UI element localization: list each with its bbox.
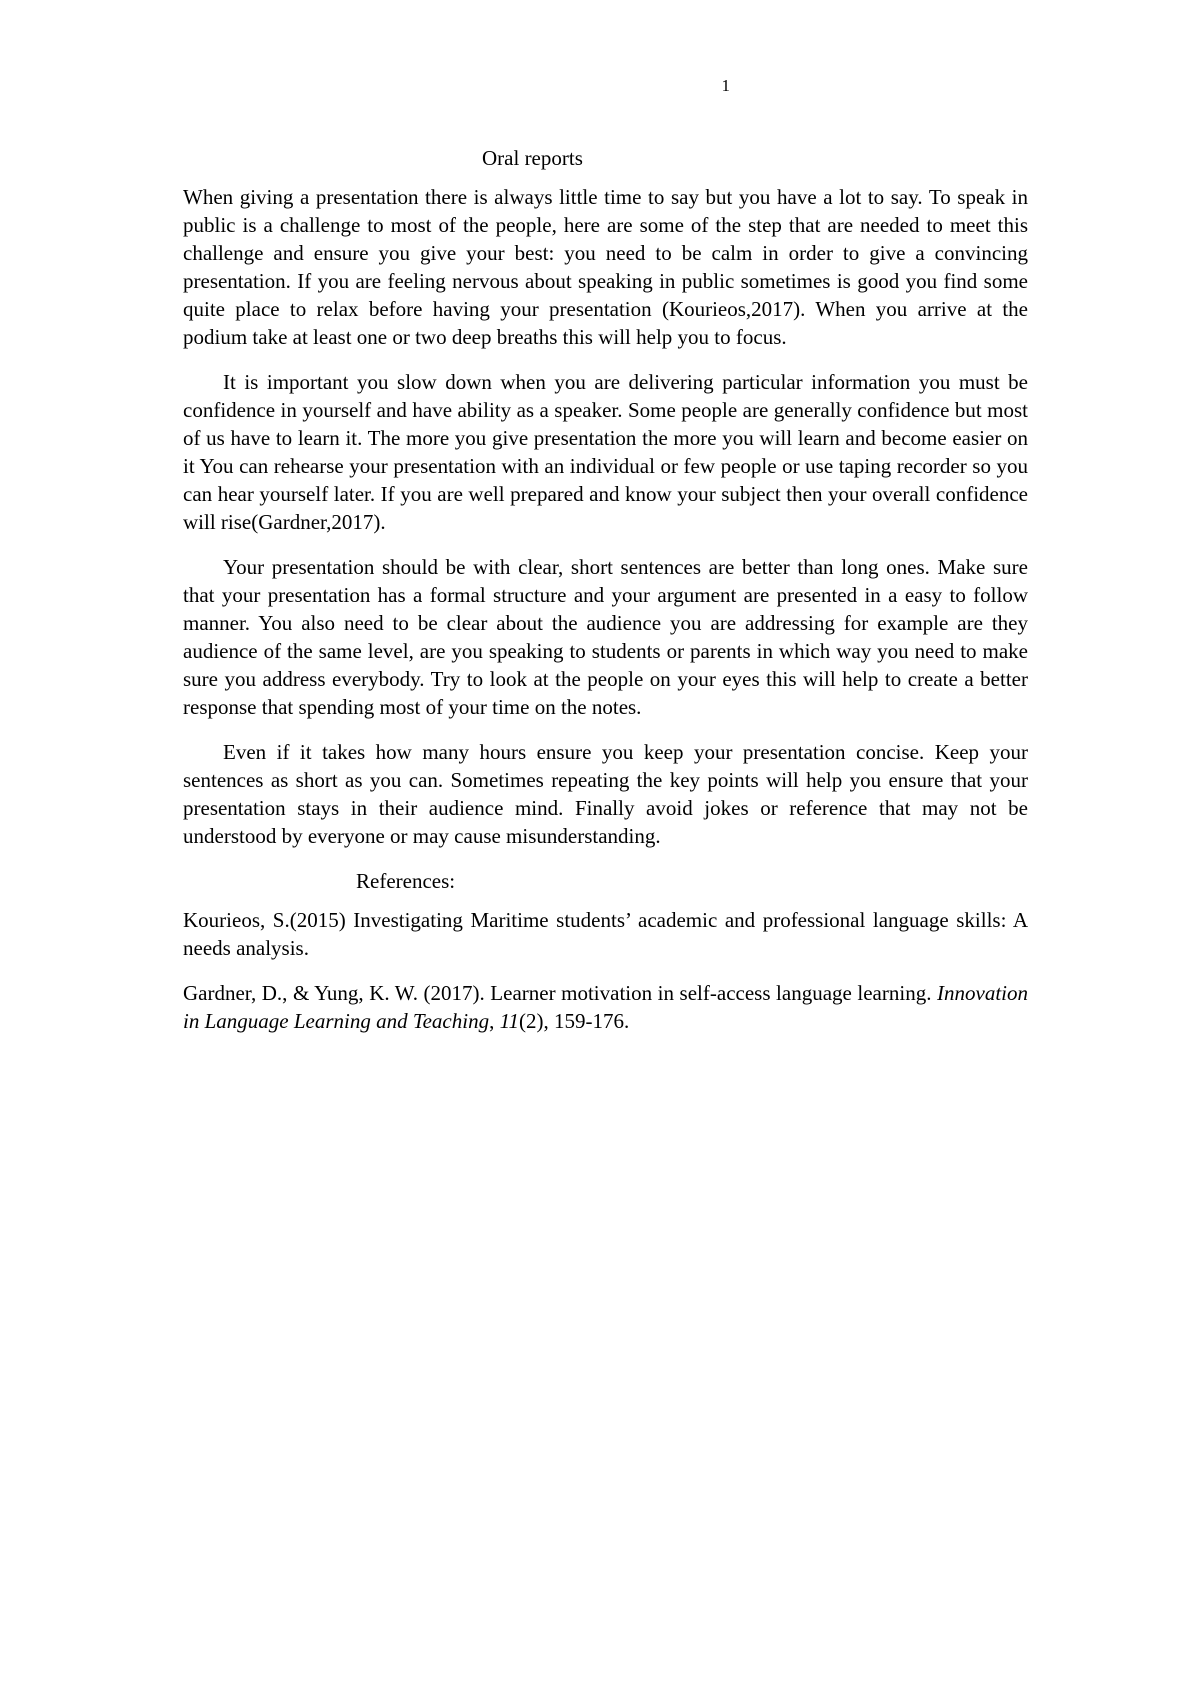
- references-heading: References:: [356, 869, 456, 893]
- reference-gardner: [183, 979, 1028, 1035]
- reference-kourieos: Kourieos, S.(2015) Investigating Maritime students’ academic and professional language skills: A needs analysis.: [183, 908, 1028, 960]
- reference-gardner-pages: (2), 159-176.: [519, 1009, 630, 1033]
- paragraph-1: When giving a presentation there is always little time to say but you have a lot to say. To speak in public is a challenge to most of the people, here are some of the step that are needed to meet this challenge and ensure you give your best: you need to be calm in order to give a convincing presentation. If you are feeling nervous about speaking in public sometimes is good you find some quite place to relax before having your presentation (Kourieos,2017). When you arrive at the podium take at least one or two deep breaths this will help you to focus.: [183, 185, 1028, 349]
- reference-gardner-journal: Innovation in Language Learning and Teaching: [183, 981, 1028, 1033]
- reference-gardner-text: Gardner, D., & Yung, K. W. (2017). Learner motivation in self-access language learning.: [183, 981, 938, 1005]
- paragraph-3: Your presentation should be with clear, short sentences are better than long ones. Make sure that your presentation has a formal structure and your argument are presented in a easy to follow manner. You also need to be clear about the audience you are addressing for example are they audience of the same level, are you speaking to students or parents in which way you need to make sure you address everybody. Try to look at the people on your eyes this will help to create a better response that spending most of your time on the notes.: [183, 555, 1028, 719]
- paragraph-2: It is important you slow down when you are delivering particular information you must be confidence in yourself and have ability as a speaker. Some people are generally confidence but most of us have to learn it. The more you give presentation the more you will learn and become easier on it You can rehearse your presentation with an individual or few people or use taping recorder so you can hear yourself later. If you are well prepared and know your subject then your overall confidence will rise(Gardner,2017).: [183, 370, 1028, 534]
- reference-gardner-separator: ,: [489, 1009, 500, 1033]
- paragraph-4: Even if it takes how many hours ensure you keep your presentation concise. Keep your sentences as short as you can. Sometimes repeating the key points will help you ensure that your presentation stays in their audience mind. Finally avoid jokes or reference that may not be understood by everyone or may cause misunderstanding.: [183, 740, 1028, 848]
- document-body: [183, 144, 1028, 1052]
- document-title: Oral reports: [482, 146, 583, 170]
- page-number: 1: [721, 76, 730, 95]
- reference-gardner-volume: 11: [499, 1009, 520, 1033]
